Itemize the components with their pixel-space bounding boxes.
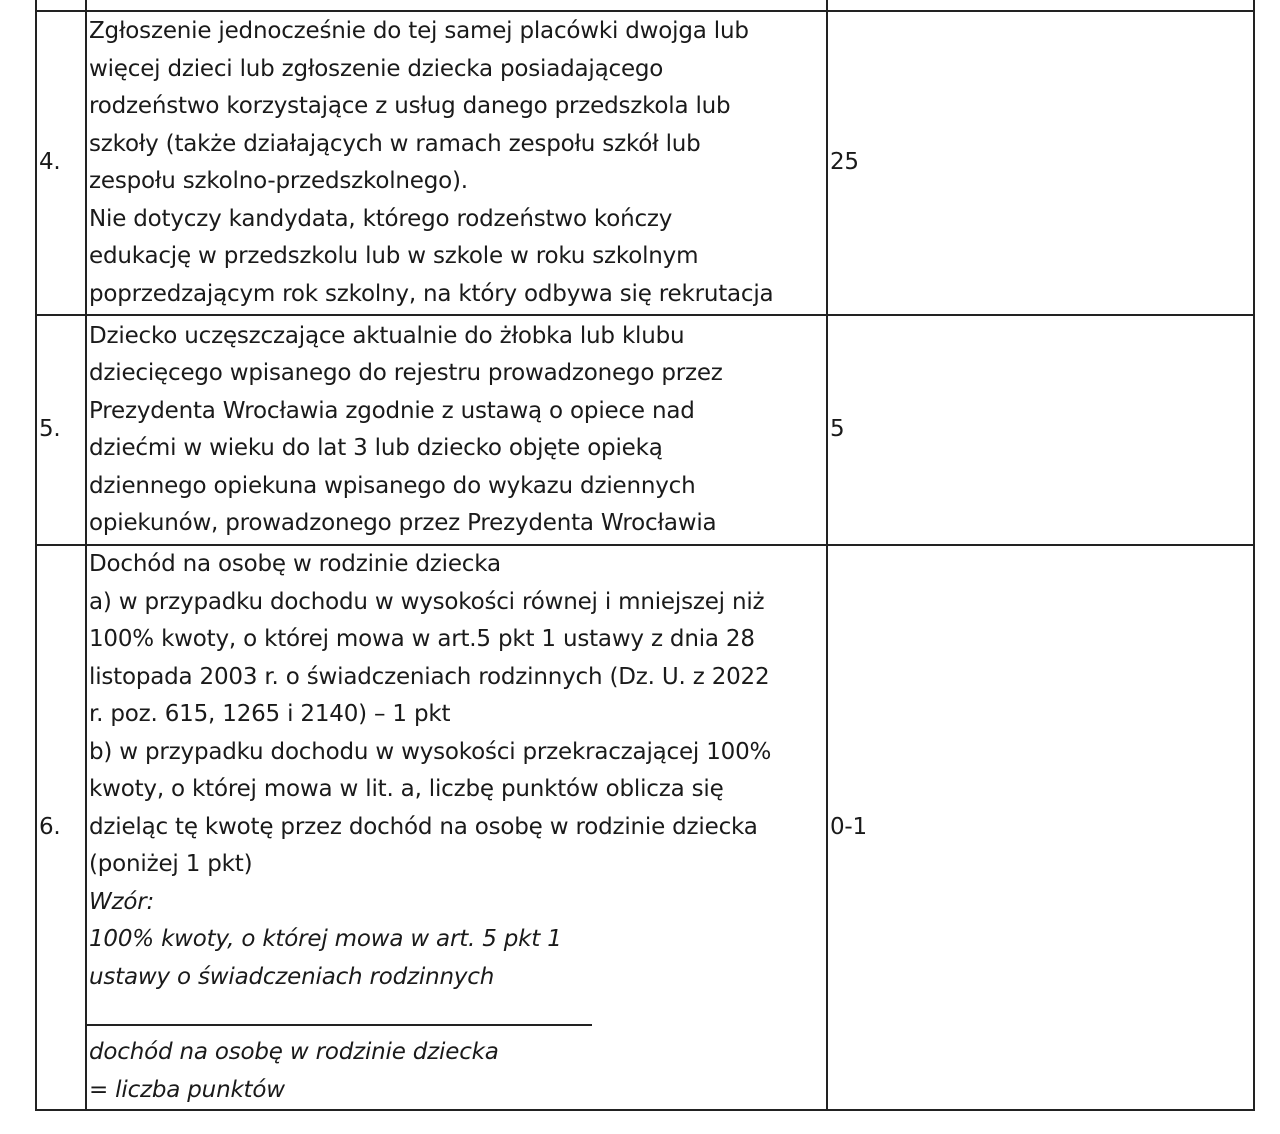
description-line: a) w przypadku dochodu w wysokości równej i mniejszej niż <box>89 588 765 615</box>
criteria-table <box>35 0 1255 1111</box>
criterion-points: 25 <box>827 11 1254 315</box>
formula-denominator-line: dochód na osobę w rodzinie dziecka <box>89 1039 499 1065</box>
description-line: Dziecko uczęszczające aktualnie do żłobka lub klubu <box>89 322 685 349</box>
description-line: zespołu szkolno-przedszkolnego). <box>89 168 468 194</box>
description-line: b) w przypadku dochodu w wysokości przekraczającej 100% <box>89 738 772 765</box>
points-cell <box>827 0 1254 11</box>
description-line: (poniżej 1 pkt) <box>89 851 253 877</box>
description-line: r. poz. 615, 1265 i 2140) – 1 pkt <box>89 701 451 727</box>
description-line: Nie dotyczy kandydata, którego rodzeństwo kończy <box>89 205 673 232</box>
description-line: szkoły (także działających w ramach zespołu szkół lub <box>89 130 701 157</box>
formula-numerator-line: 100% kwoty, o której mowa w art. 5 pkt 1 <box>89 926 562 952</box>
description-line: dziecięcego wpisanego do rejestru prowadzonego przez <box>89 360 723 386</box>
description-line: rodzeństwo korzystające z usług danego przedszkola lub <box>89 93 731 119</box>
table-row <box>36 315 1254 545</box>
description-line: 100% kwoty, o której mowa w art.5 pkt 1 ustawy z dnia 28 <box>89 626 755 652</box>
formula-result-line: = liczba punktów <box>89 1076 285 1103</box>
criterion-number: 4. <box>36 11 86 315</box>
criterion-description <box>86 545 827 1110</box>
table-row <box>36 11 1254 315</box>
criterion-description <box>86 315 827 545</box>
criterion-description <box>86 11 827 315</box>
description-line: więcej dzieci lub zgłoszenie dziecka posiadającego <box>89 55 664 82</box>
description-line: opiekunów, prowadzonego przez Prezydenta Wrocławia <box>89 510 717 536</box>
description-line: Zgłoszenie jednocześnie do tej samej placówki dwojga lub <box>89 18 749 44</box>
criterion-points: 5 <box>827 315 1254 545</box>
description-line: Prezydenta Wrocławia zgodnie z ustawą o opiece nad <box>89 397 695 424</box>
description-line: poprzedzającym rok szkolny, na który odbywa się rekrutacja <box>89 280 774 307</box>
description-line: kwoty, o której mowa w lit. a, liczbę punktów oblicza się <box>89 776 724 802</box>
criterion-points: 0-1 <box>827 545 1254 1110</box>
description-line: dzieląc tę kwotę przez dochód na osobę w rodzinie dziecka <box>89 813 758 840</box>
description-line: dziećmi w wieku do lat 3 lub dziecko objęte opieką <box>89 435 663 461</box>
criterion-number: 6. <box>36 545 86 1110</box>
table-row <box>36 545 1254 1110</box>
description-line: dziennego opiekuna wpisanego do wykazu dziennych <box>89 472 696 499</box>
description-cell <box>86 0 827 11</box>
description-line: Dochód na osobę w rodzinie dziecka <box>89 551 501 577</box>
table-row-previous <box>36 0 1254 11</box>
fraction-line <box>87 1024 592 1026</box>
formula-numerator-line: ustawy o świadczeniach rodzinnych <box>89 963 495 990</box>
description-line: listopada 2003 r. o świadczeniach rodzinnych (Dz. U. z 2022 <box>89 663 770 690</box>
criterion-number: 5. <box>36 315 86 545</box>
number-cell <box>36 0 86 11</box>
formula-label: Wzór: <box>89 888 155 915</box>
description-line: edukację w przedszkolu lub w szkole w roku szkolnym <box>89 243 699 269</box>
